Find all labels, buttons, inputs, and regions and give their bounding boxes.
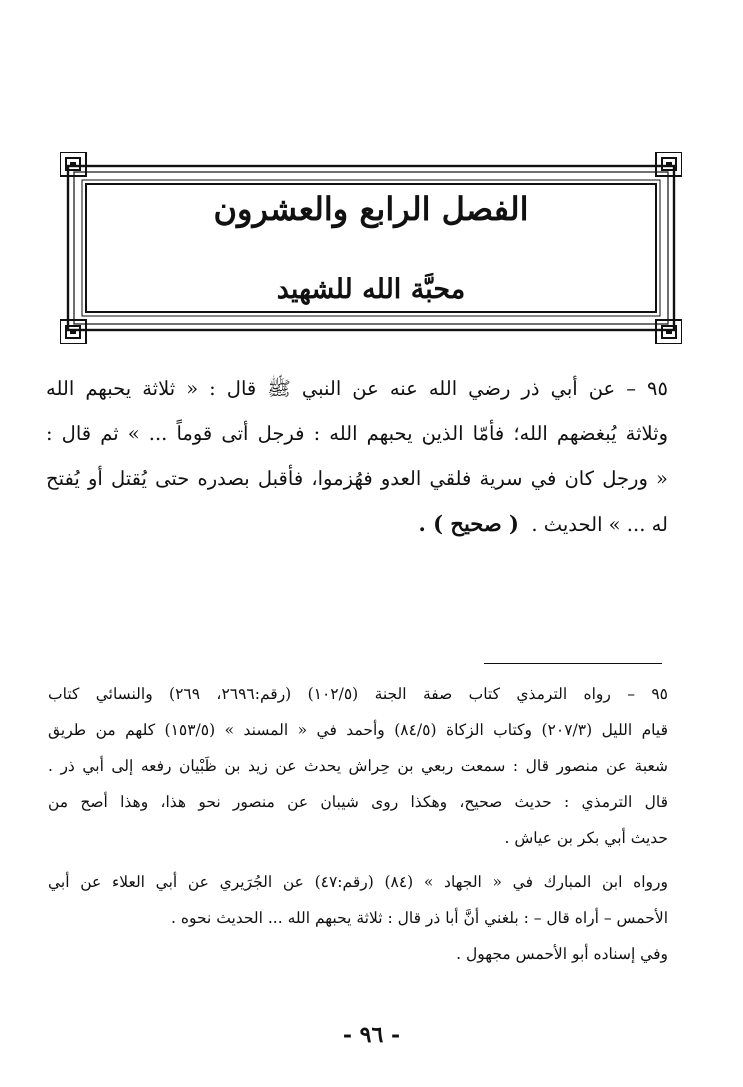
hadith-line: ٩٥ – عن أبي ذر رضي الله عنه عن النبي ﷺ قال : « ثلاثة يحبهم الله — [46, 377, 668, 400]
footnote-line: وفي إسناده أبو الأحمس مجهول . — [456, 945, 668, 963]
page-number: - ٩٦ - — [342, 1022, 401, 1048]
chapter-subtitle: محبَّة الله للشهيد — [276, 274, 466, 305]
footnotes — [48, 676, 668, 972]
hadith-last-line — [46, 501, 668, 547]
hadith-text — [46, 366, 668, 547]
footnote-line: قال الترمذي : حديث صحيح، وهكذا روى شيبان عن منصور نحو هذا، وهذا أصح من — [48, 793, 668, 811]
footnote-line: الأحمس – أراه قال – : بلغني أنَّ أبا ذر قال : ثلاثة يحبهم الله ... الحديث نحوه . — [171, 909, 668, 927]
spacer — [48, 856, 668, 864]
hadith-line: وثلاثة يُبغضهم الله؛ فأمّا الذين يحبهم الله : فرجل أتى قوماً ... » ثم قال : — [46, 422, 668, 445]
chapter-title: الفصل الرابع والعشرون — [213, 190, 529, 228]
footnote-line: حديث أبي بكر بن عياش . — [504, 829, 668, 847]
footnote-line: ٩٥ – رواه الترمذي كتاب صفة الجنة (١٠٢/٥) (رقم:٢٦٩٦، ٢٦٩) والنسائي كتاب — [48, 685, 668, 703]
footnote-line: ورواه ابن المبارك في « الجهاد » (٨٤) (رقم:٤٧) عن الجُرَيري عن أبي العلاء عن أبي — [48, 873, 668, 891]
ornamental-border — [60, 152, 682, 344]
hadith-verdict: ( صحيح ) . — [418, 511, 519, 536]
hadith-line: « ورجل كان في سرية فلقي العدو فهُزموا، فأقبل بصدره حتى يُقتل أو يُفتح — [46, 467, 668, 490]
footnote-separator — [484, 663, 662, 664]
hadith-line: له ... » الحديث . — [531, 513, 668, 536]
chapter-header-frame — [60, 152, 682, 344]
footnote-line: قيام الليل (٢٠٧/٣) وكتاب الزكاة (٨٤/٥) وأحمد في « المسند » (١٥٣/٥) كلهم من طريق — [48, 721, 668, 739]
footnote-line: شعبة عن منصور قال : سمعت ربعي بن حِراش يحدث عن زيد بن ظَبْيان رفعه إلى أبي ذر . — [48, 757, 668, 775]
